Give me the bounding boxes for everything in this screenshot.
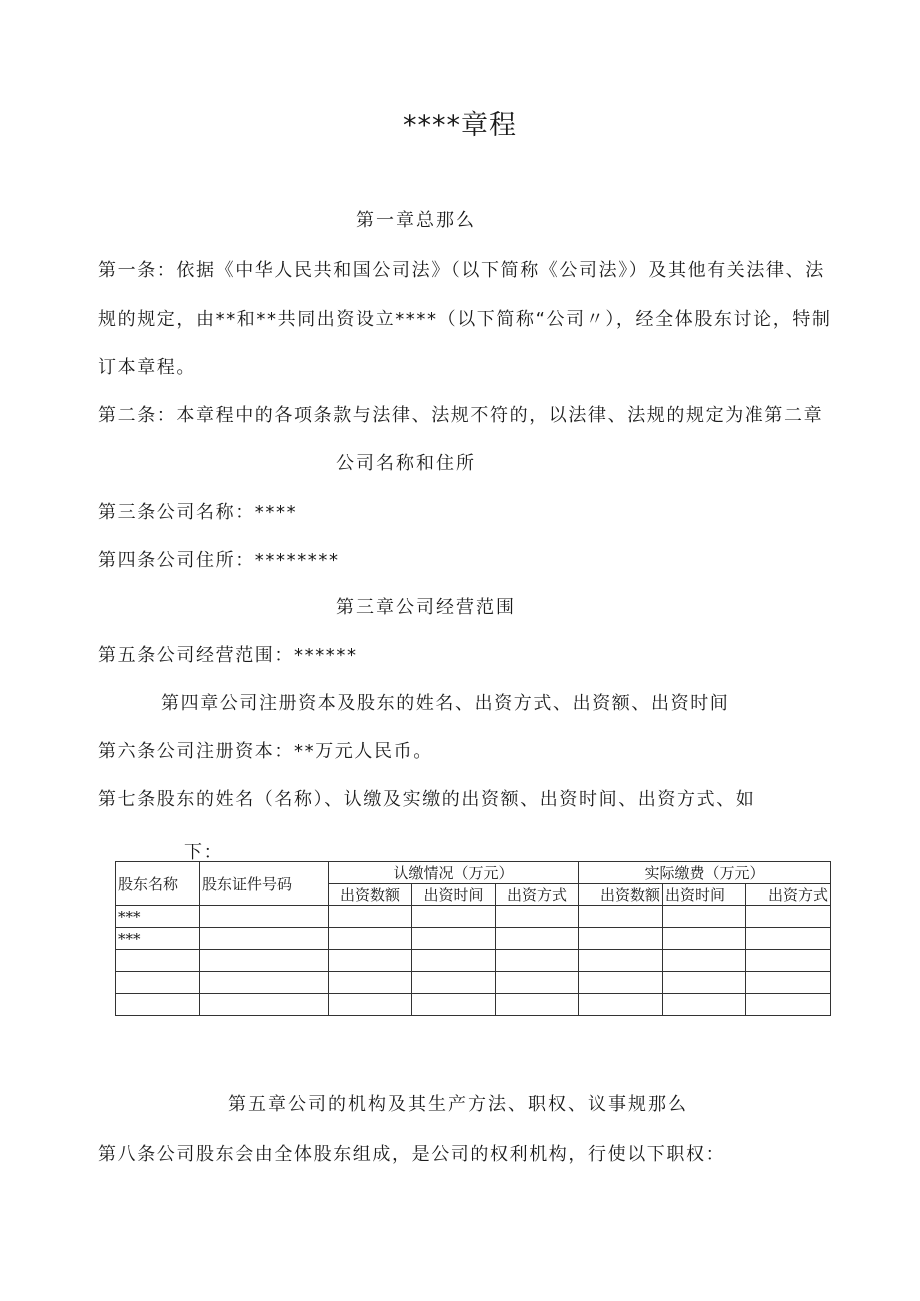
article-6: 第六条公司注册资本：**万元人民币。 <box>98 741 433 762</box>
shareholder-contribution-table <box>115 861 831 1016</box>
header-subscribed-amount: 出资数额 <box>329 884 412 906</box>
article-1-line-3: 订本章程。 <box>98 357 196 378</box>
shareholder-name-cell <box>116 972 200 994</box>
article-1-line-2: 规的规定，由**和**共同出资设立****（以下简称“公司〃），经全体股东讨论，特制 <box>98 309 832 330</box>
document-title: ****章程 <box>403 110 517 141</box>
chapter-1-heading: 第一章总那么 <box>356 210 476 231</box>
chapter-5-heading: 第五章公司的机构及其生产方法、职权、议事规那么 <box>228 1094 688 1115</box>
table-header-row-1 <box>116 862 831 884</box>
table-row <box>116 928 831 950</box>
article-4: 第四条公司住所：******** <box>98 550 340 571</box>
article-2: 第二条：本章程中的各项条款与法律、法规不符的，以法律、法规的规定为准第二章 <box>98 405 824 426</box>
article-7-line-2: 下： <box>184 842 224 863</box>
chapter-3-heading: 第三章公司经营范围 <box>336 597 516 618</box>
header-id-number: 股东证件号码 <box>200 862 329 906</box>
article-7-line-1: 第七条股东的姓名（名称）、认缴及实缴的出资额、出资时间、出资方式、如 <box>98 789 756 810</box>
table-row <box>116 972 831 994</box>
header-paid-group: 实际缴费（万元） <box>579 862 831 884</box>
header-subscribed-time: 出资时间 <box>412 884 496 906</box>
shareholder-name-cell <box>116 950 200 972</box>
chapter-4-heading: 第四章公司注册资本及股东的姓名、出资方式、出资额、出资时间 <box>161 693 730 714</box>
table-row <box>116 950 831 972</box>
table-row <box>116 994 831 1016</box>
chapter-2-heading: 公司名称和住所 <box>336 453 476 474</box>
article-5: 第五条公司经营范围：****** <box>98 645 358 666</box>
table-row <box>116 906 831 928</box>
shareholder-name-cell: *** <box>116 928 200 950</box>
shareholder-name-cell: *** <box>116 906 200 928</box>
article-8: 第八条公司股东会由全体股东组成，是公司的权利机构，行使以下职权： <box>98 1144 726 1165</box>
header-shareholder-name: 股东名称 <box>116 862 200 906</box>
article-3: 第三条公司名称：**** <box>98 502 298 523</box>
shareholder-name-cell <box>116 994 200 1016</box>
article-1-line-1: 第一条：依据《中华人民共和国公司法》（以下简称《公司法》）及其他有关法律、法 <box>98 260 825 281</box>
header-paid-amount: 出资数额 <box>579 884 663 906</box>
header-paid-method: 出资方式 <box>746 884 831 906</box>
header-paid-time: 出资时间 <box>663 884 746 906</box>
header-subscribed-method: 出资方式 <box>496 884 579 906</box>
header-subscribed-group: 认缴情况（万元） <box>329 862 579 884</box>
